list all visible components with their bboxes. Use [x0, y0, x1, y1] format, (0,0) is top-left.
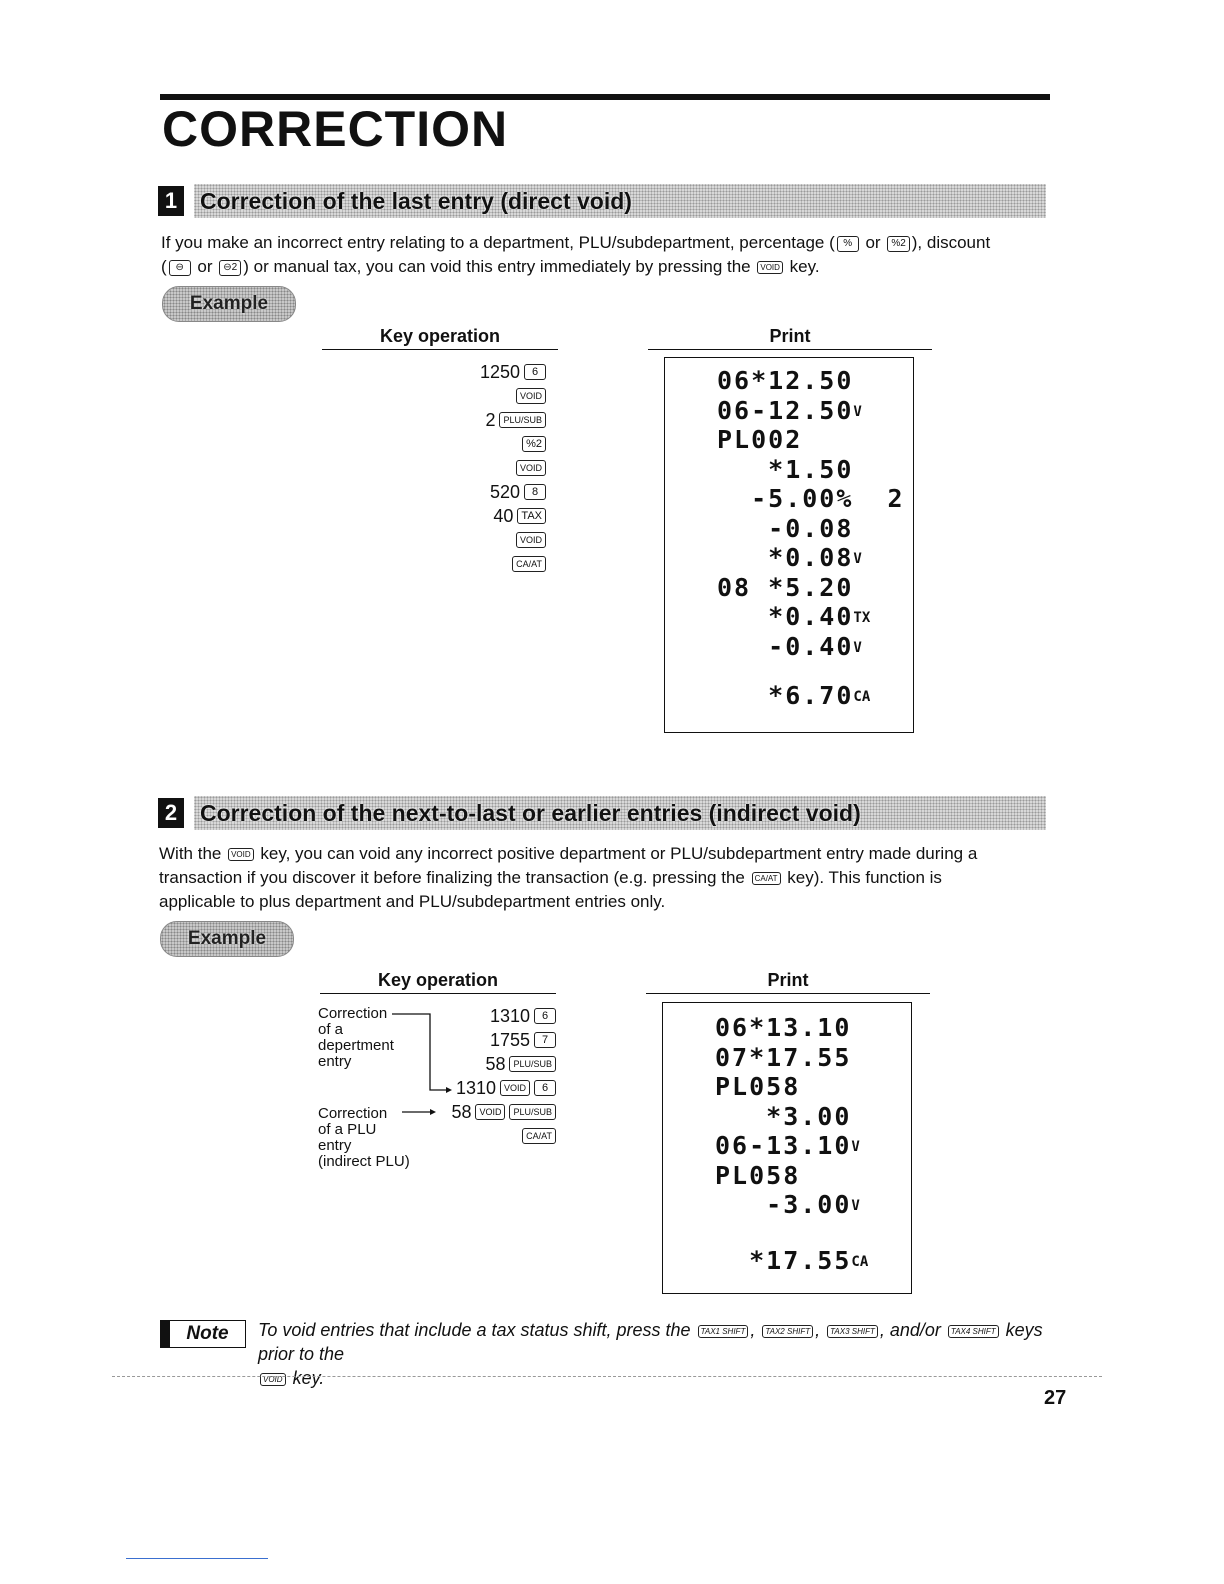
key-operation-row [514, 528, 548, 552]
note-text: To void entries that include a tax status shift, press the TAX1 SHIFT , TAX2 SHIFT , TAX3 SHIFT , and/or TAX4 SHIFT keys prior to the VOID key. [258, 1320, 1043, 1388]
entry-number: 520 [489, 481, 520, 502]
print-line [717, 632, 862, 661]
print-text: *3.00 [715, 1101, 852, 1131]
receipt-print-2 [662, 1002, 912, 1294]
percent2-key: %2 [887, 236, 909, 252]
text: applicable to plus department and PLU/subdepartment entries only. [159, 892, 666, 911]
key-operation-list-2 [420, 1004, 558, 1154]
print-text: *6.70 [717, 681, 854, 710]
note-label [160, 1320, 246, 1348]
footer-link-line [126, 1558, 268, 1559]
text: or [192, 257, 218, 276]
print-line [715, 1131, 860, 1160]
section-1-number: 1 [158, 186, 184, 216]
print-text: -0.08 [717, 513, 854, 543]
receipt-print-1 [664, 357, 914, 733]
key-operation-row [485, 408, 548, 432]
annot-line: of a [318, 1021, 344, 1038]
cash-register-key: VOID [516, 460, 546, 476]
print-text: PL058 [715, 1072, 801, 1101]
cash-register-key: PLU/SUB [499, 412, 546, 428]
key-operation-header-2: Key operation [320, 970, 556, 994]
print-text: PL058 [715, 1160, 801, 1190]
print-symbol: V [853, 403, 862, 420]
void-key: VOID [260, 1373, 286, 1386]
void-key: VOID [757, 261, 783, 274]
section-2-band [194, 796, 1046, 830]
print-symbol: CA [853, 689, 871, 705]
print-line [717, 455, 853, 484]
cash-register-key: VOID [516, 532, 546, 548]
key-operation-list-1 [400, 360, 548, 580]
entry-number: 40 [493, 505, 514, 526]
entry-number: 58 [451, 1101, 472, 1122]
key-operation-row [520, 432, 548, 456]
key-operation-row [493, 504, 548, 528]
print-header-1: Print [648, 326, 932, 350]
print-header-2: Print [646, 970, 930, 994]
section-2-title: Correction of the next-to-last or earlier entries (indirect void) [200, 799, 861, 826]
print-line [717, 602, 870, 631]
entry-number: 1310 [455, 1077, 496, 1098]
entry-number: 1310 [489, 1005, 530, 1026]
note-bar [160, 1320, 170, 1348]
print-text: -0.40 [717, 631, 854, 661]
print-text: *0.08 [717, 543, 854, 572]
cash-register-key: VOID [516, 388, 546, 404]
footer-divider [112, 1376, 1102, 1377]
print-line [715, 1246, 868, 1275]
print-line [717, 573, 853, 602]
print-line [717, 396, 862, 425]
key-operation-row [456, 1076, 558, 1100]
key-operation-header-1: Key operation [322, 326, 558, 350]
print-text: 08 *5.20 [717, 572, 854, 602]
print-symbol: V [853, 639, 862, 656]
text: transaction if you discover it before finalizing the transaction (e.g. pressing the [159, 868, 750, 887]
print-symbol: V [851, 1139, 860, 1155]
text: ), discount [911, 233, 991, 252]
print-line [715, 1072, 800, 1101]
section-1-paragraph [161, 231, 1061, 279]
text: and/or [884, 1320, 946, 1340]
key-operation-row [451, 1100, 558, 1124]
ca-at-key: CA/AT [752, 872, 781, 885]
cash-register-key: %2 [522, 436, 546, 452]
example-badge-2 [160, 921, 294, 957]
print-line [717, 514, 853, 543]
print-line [715, 1013, 851, 1042]
print-text: -5.00% 2 [717, 484, 905, 513]
print-symbol: CA [851, 1253, 869, 1270]
section-1-title: Correction of the last entry (direct void) [200, 187, 632, 214]
print-symbol: V [853, 551, 862, 567]
page-number: 27 [1044, 1387, 1067, 1409]
tax3-shift-key: TAX3 SHIFT [827, 1325, 878, 1338]
void-key: VOID [228, 848, 254, 861]
key-operation-row [514, 384, 548, 408]
section-1-band [194, 184, 1046, 218]
section-2-paragraph [159, 842, 1059, 914]
tax4-shift-key: TAX4 SHIFT [948, 1325, 999, 1338]
text: keys prior to the [258, 1320, 1043, 1364]
text: ) or manual tax, you can void this entry immediately by pressing the [243, 257, 756, 276]
text: key. [784, 257, 820, 276]
annot-line: of a PLU [318, 1121, 377, 1138]
annot-line: (indirect PLU) [318, 1153, 410, 1170]
text: If you make an incorrect entry relating to a department, PLU/subdepartment, percentage ( [161, 233, 835, 252]
print-text: 06-12.50 [717, 395, 854, 425]
annot-line: Correction [318, 1005, 388, 1022]
print-text: *1.50 [717, 454, 854, 484]
entry-number: 1250 [479, 361, 520, 382]
example-label: Example [189, 293, 269, 314]
text: With the [159, 844, 227, 863]
page-title: CORRECTION [162, 101, 509, 157]
print-symbol: TX [853, 610, 871, 626]
key-operation-row [514, 456, 548, 480]
print-line [715, 1190, 860, 1219]
cash-register-key: 6 [534, 1080, 556, 1096]
cash-register-key: VOID [475, 1104, 505, 1120]
entry-number: 1755 [489, 1029, 530, 1050]
key-operation-row [490, 1028, 558, 1052]
key-operation-row [510, 552, 548, 576]
print-text: *17.55 [715, 1245, 852, 1275]
print-line [717, 425, 802, 454]
key-operation-row [520, 1124, 558, 1148]
cash-register-key: PLU/SUB [509, 1056, 556, 1072]
print-text: 06-13.10 [715, 1131, 852, 1160]
text: key. [287, 1368, 325, 1388]
cash-register-key: CA/AT [522, 1128, 556, 1144]
print-line [715, 1043, 851, 1072]
tax1-shift-key: TAX1 SHIFT [698, 1325, 749, 1338]
key-operation-row [490, 1004, 558, 1028]
print-text: 06*12.50 [717, 366, 854, 395]
cash-register-key: 7 [534, 1032, 556, 1048]
print-text: 07*17.55 [715, 1042, 852, 1072]
note-label-text: Note [170, 1320, 246, 1348]
print-line [717, 681, 870, 710]
print-text: -3.00 [715, 1190, 852, 1219]
print-text: 06*13.10 [715, 1013, 852, 1042]
annot-line: entry [318, 1137, 352, 1154]
cash-register-key: CA/AT [512, 556, 546, 572]
annot-line: depertment [318, 1037, 394, 1054]
print-line [717, 543, 862, 572]
cash-register-key: VOID [500, 1080, 530, 1096]
print-text: PL002 [717, 425, 803, 454]
example-badge-1 [162, 286, 296, 322]
annot-line: Correction [318, 1105, 388, 1122]
section-2-header [158, 796, 1046, 830]
percent-key: % [837, 236, 859, 252]
cash-register-key: TAX [517, 508, 546, 524]
section-2-number: 2 [158, 798, 184, 828]
cash-register-key: 8 [524, 484, 546, 500]
tax2-shift-key: TAX2 SHIFT [762, 1325, 813, 1338]
text: key, you can void any incorrect positive department or PLU/subdepartment entry made during a [255, 844, 978, 863]
text: ( [161, 257, 167, 276]
example-label: Example [187, 928, 267, 949]
text: key). This function is [782, 868, 942, 887]
key-operation-row [480, 360, 548, 384]
entry-number: 58 [485, 1053, 506, 1074]
cash-register-key: 6 [524, 364, 546, 380]
key-operation-row [485, 1052, 558, 1076]
print-symbol: V [851, 1198, 860, 1214]
cash-register-key: PLU/SUB [509, 1104, 556, 1120]
discount-key: ⊖ [169, 260, 191, 276]
entry-number: 2 [485, 409, 496, 430]
print-line [715, 1102, 851, 1131]
text: or [860, 233, 886, 252]
cash-register-key: 6 [534, 1008, 556, 1024]
print-line [717, 366, 853, 395]
key-operation-row [490, 480, 548, 504]
print-text: *0.40 [717, 602, 854, 631]
discount2-key: ⊖2 [219, 260, 241, 276]
section-1-header [158, 184, 1046, 218]
text: To void entries that include a tax status shift, press the [258, 1320, 696, 1340]
annot-line: entry [318, 1053, 352, 1070]
print-line [715, 1161, 800, 1190]
print-line [717, 484, 905, 513]
